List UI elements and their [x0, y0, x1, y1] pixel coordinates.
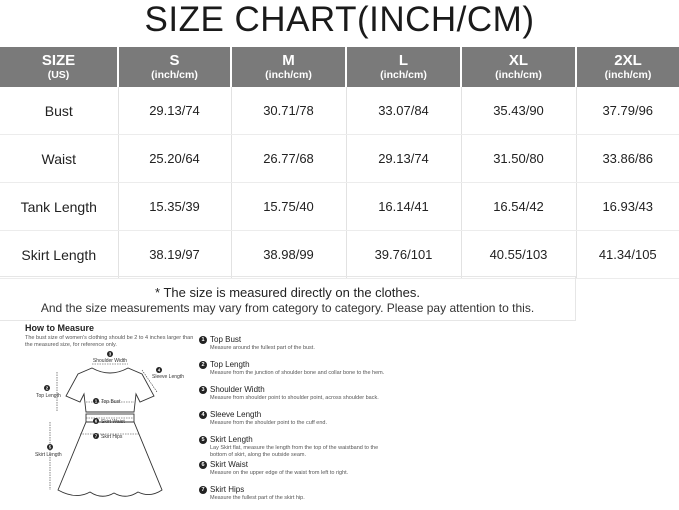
legend-title: Shoulder Width [210, 385, 265, 394]
table-cell: 38.19/97 [118, 231, 231, 279]
table-row-waist [0, 135, 679, 183]
table-row-bust [0, 87, 679, 135]
label-skirt-waist: Skirt Waist [101, 418, 125, 425]
label-sleeve-length: Sleeve Length [152, 374, 184, 380]
table-cell: 30.71/78 [231, 87, 346, 135]
table-cell: 39.76/101 [346, 231, 461, 279]
table-cell: 15.75/40 [231, 183, 346, 231]
legend-item [199, 460, 399, 485]
table-row-skirt-length [0, 231, 679, 279]
legend-description: Measure the fullest part of the skirt hip. [210, 495, 305, 501]
legend-description: Measure from the junction of shoulder bone and collar bone to the hem. [210, 370, 385, 376]
number-4-icon: 4 [199, 411, 207, 419]
legend-item [199, 435, 399, 460]
number-6-icon: 6 [199, 461, 207, 469]
legend-item [199, 385, 399, 410]
note-line-2: And the size measurements may vary from category to category. Please pay attention to this. [40, 301, 535, 315]
header-l: L (inch/cm) [346, 47, 461, 87]
label-shoulder-width: Shoulder Width [92, 358, 128, 364]
header-size: SIZE (US) [0, 47, 118, 87]
legend-item [199, 360, 399, 385]
table-cell: 26.77/68 [231, 135, 346, 183]
legend-description: Measure on the upper edge of the waist from left to right. [210, 470, 349, 476]
row-label: Bust [0, 87, 118, 135]
dress-diagram [30, 350, 190, 505]
table-cell: 40.55/103 [461, 231, 576, 279]
number-2-icon: 2 [199, 361, 207, 369]
legend-description: Measure from shoulder point to shoulder point, across shoulder back. [210, 395, 379, 401]
table-cell: 31.50/80 [461, 135, 576, 183]
number-1-icon: 1 [199, 336, 207, 344]
svg-text:1: 1 [94, 398, 98, 404]
measurement-note [0, 276, 576, 321]
svg-text:6: 6 [94, 418, 98, 424]
legend-title: Skirt Waist [210, 460, 248, 469]
measure-legend [199, 335, 399, 510]
legend-item [199, 485, 399, 510]
svg-text:5: 5 [48, 444, 52, 450]
svg-text:4: 4 [157, 367, 161, 373]
table-cell: 38.98/99 [231, 231, 346, 279]
svg-text:2: 2 [45, 385, 49, 391]
legend-title: Top Bust [210, 335, 242, 344]
legend-description: Measure around the fullest part of the bust. [210, 345, 315, 351]
header-row [0, 47, 679, 87]
number-5-icon: 5 [199, 436, 207, 444]
header-2xl: 2XL (inch/cm) [576, 47, 679, 87]
table-cell: 33.86/86 [576, 135, 679, 183]
label-skirt-length: Skirt Length [35, 452, 62, 458]
legend-description: Measure from the shoulder point to the cuff end. [210, 420, 327, 426]
legend-item [199, 410, 399, 435]
dress-top-outline [66, 368, 154, 412]
label-top-length: Top Length [36, 393, 61, 399]
table-cell: 41.34/105 [576, 231, 679, 279]
svg-text:3: 3 [108, 351, 112, 357]
number-7-icon: 7 [199, 486, 207, 494]
size-chart-table [0, 47, 679, 279]
table-cell: 29.13/74 [346, 135, 461, 183]
header-xl: XL (inch/cm) [461, 47, 576, 87]
svg-text:7: 7 [94, 433, 98, 439]
row-label: Skirt Length [0, 231, 118, 279]
table-cell: 15.35/39 [118, 183, 231, 231]
table-cell: 33.07/84 [346, 87, 461, 135]
how-to-measure-title: How to Measure [25, 323, 95, 333]
table-cell: 37.79/96 [576, 87, 679, 135]
table-cell: 25.20/64 [118, 135, 231, 183]
note-line-1: * The size is measured directly on the clothes. [155, 285, 420, 300]
label-top-bust: Top Bust [101, 398, 121, 405]
table-cell: 16.54/42 [461, 183, 576, 231]
header-s: S (inch/cm) [118, 47, 231, 87]
how-to-measure-description: The bust size of women's clothing should be 2 to 4 inches larger than the measured size, for reference only. [25, 335, 194, 348]
table-cell: 16.14/41 [346, 183, 461, 231]
table-cell: 35.43/90 [461, 87, 576, 135]
table-row-tank-length [0, 183, 679, 231]
page-title: SIZE CHART(INCH/CM) [144, 0, 535, 39]
row-label: Waist [0, 135, 118, 183]
legend-description: Lay Skirt flat, measure the length from the top of the waistband to the bottom of skirt, along the outside seam. [210, 445, 379, 458]
table-cell: 29.13/74 [118, 87, 231, 135]
row-label: Tank Length [0, 183, 118, 231]
table-cell: 16.93/43 [576, 183, 679, 231]
legend-title: Sleeve Length [210, 410, 262, 419]
legend-title: Top Length [210, 360, 250, 369]
legend-title: Skirt Hips [210, 485, 245, 494]
label-skirt-hips: Skirt Hips [101, 433, 123, 440]
legend-title: Skirt Length [210, 435, 253, 444]
number-3-icon: 3 [199, 386, 207, 394]
header-m: M (inch/cm) [231, 47, 346, 87]
legend-item [199, 335, 399, 360]
